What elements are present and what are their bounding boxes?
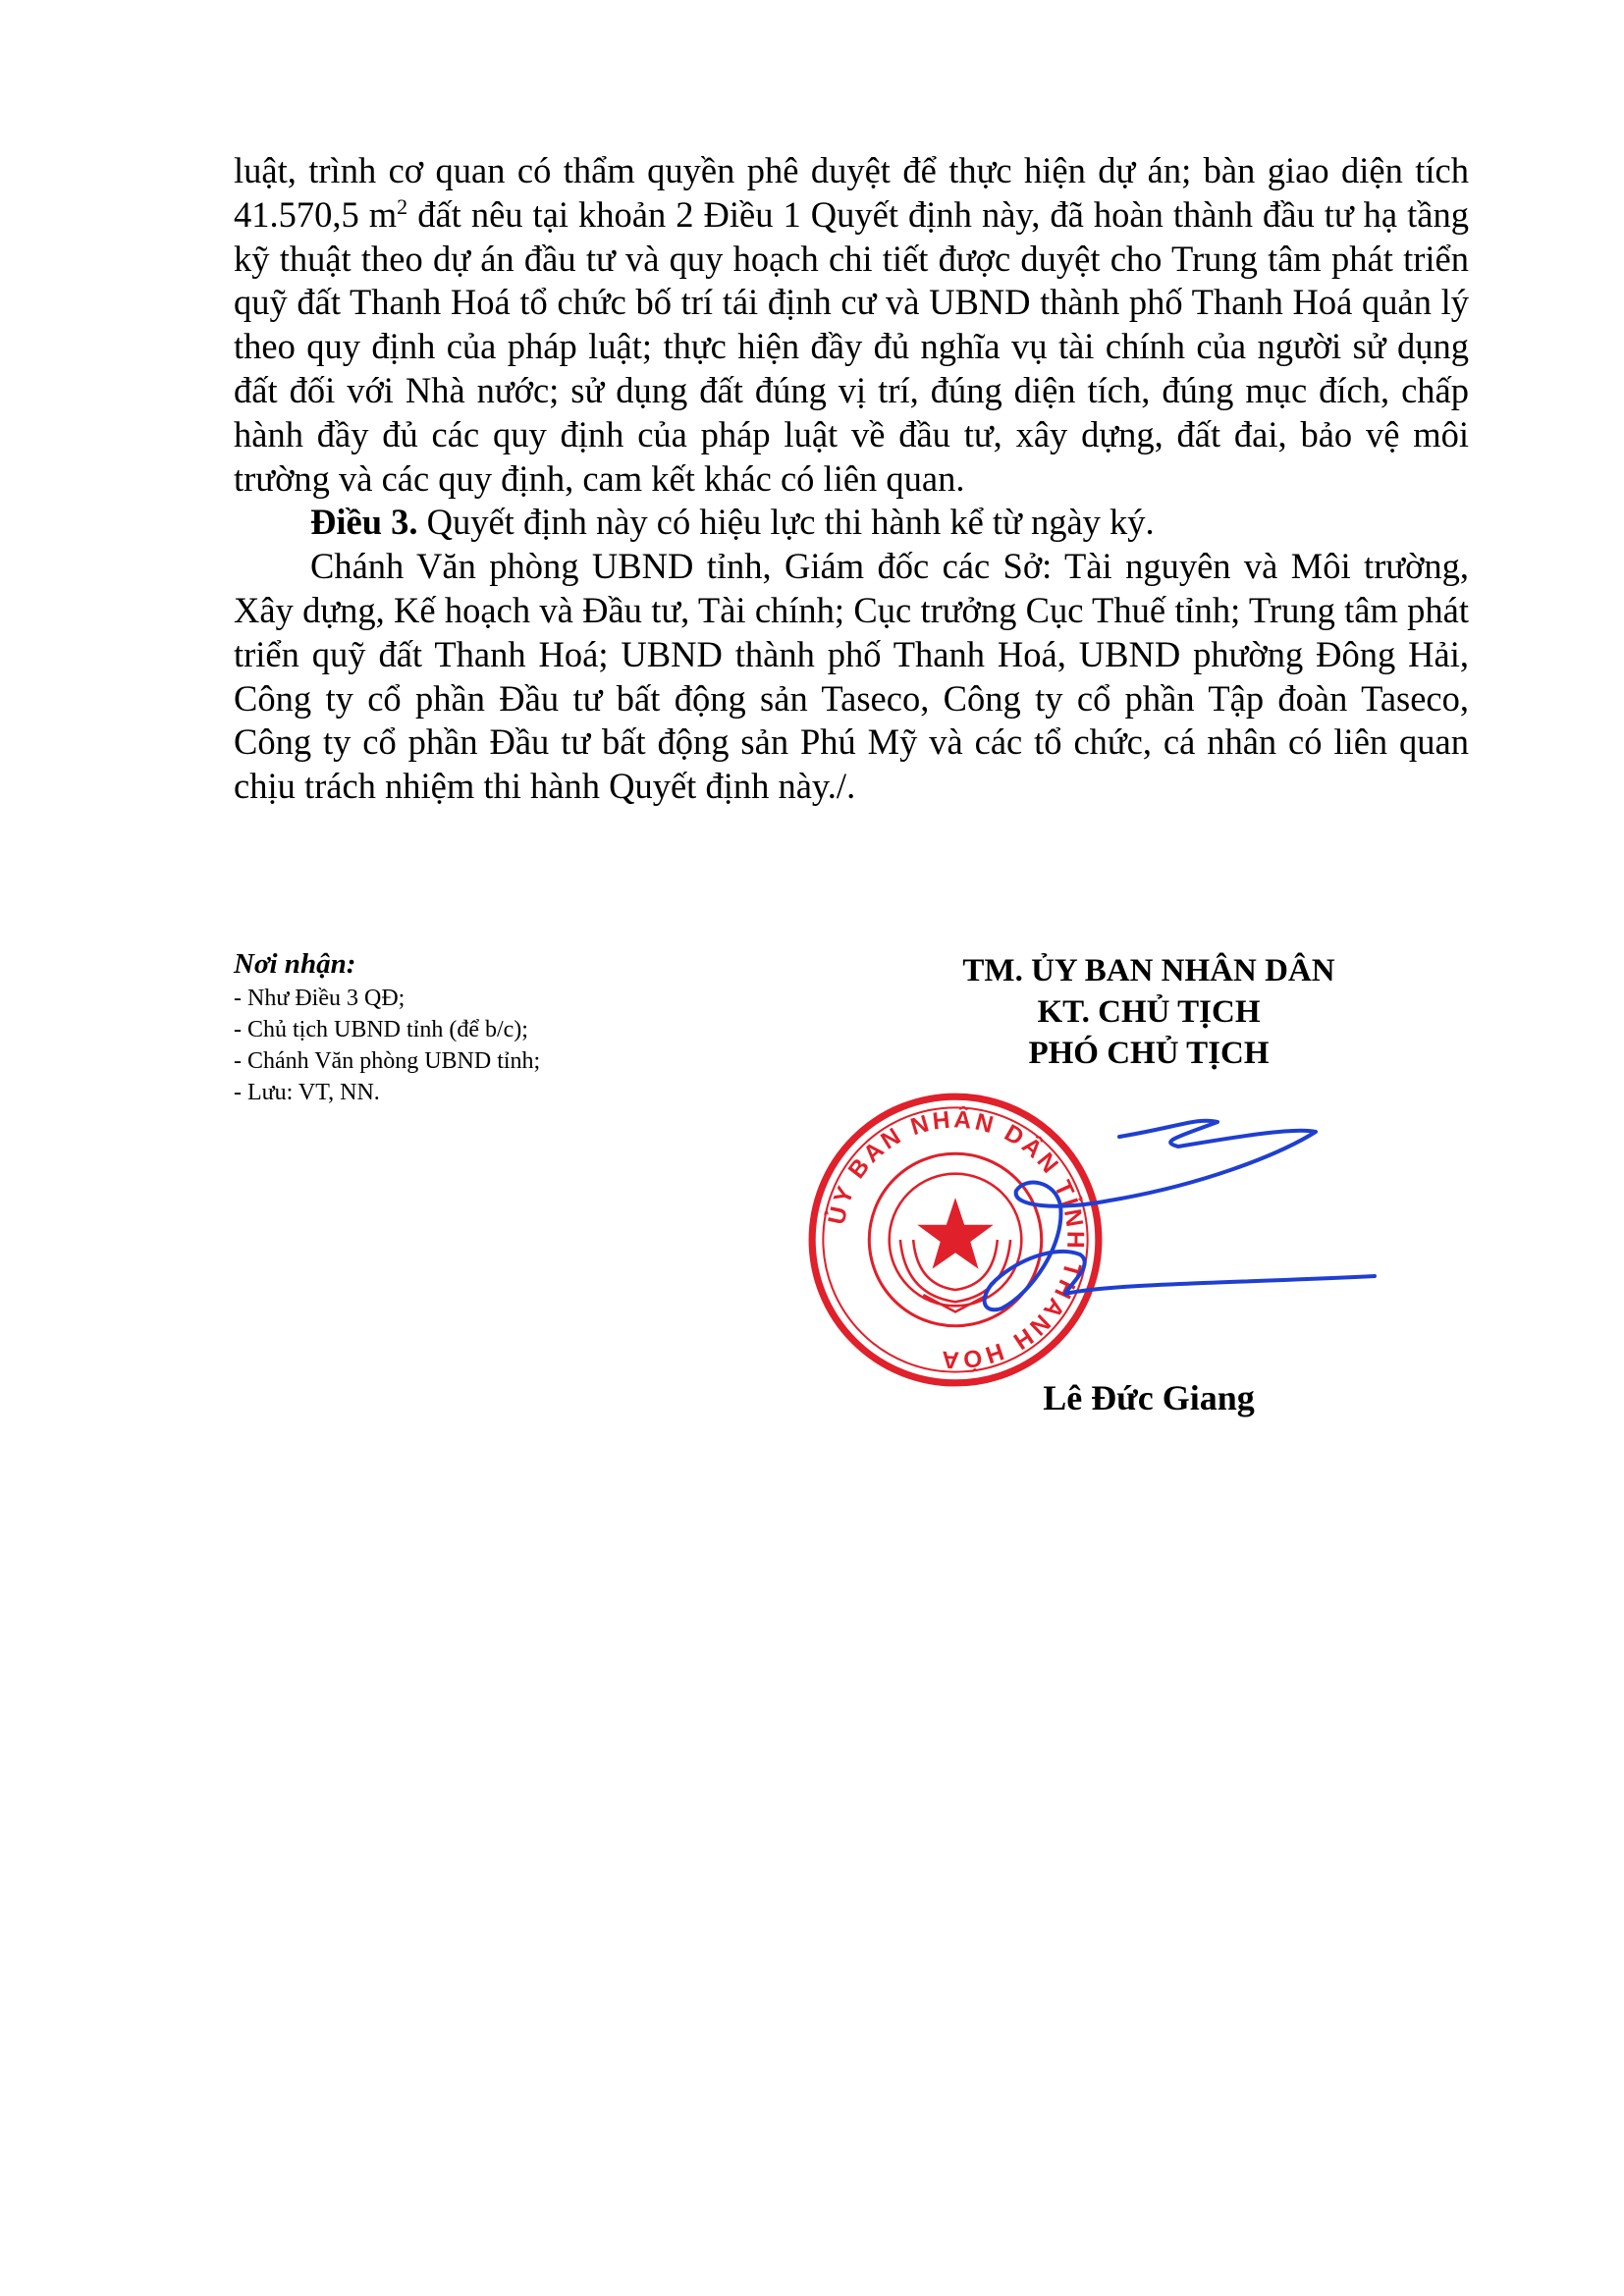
paragraph-obligations bbox=[234, 149, 1469, 501]
signer-block bbox=[884, 950, 1414, 1074]
svg-text:ỦY BAN NHÂN DÂN TỈNH THANH HÓA: ỦY BAN NHÂN DÂN TỈNH THANH HÓA bbox=[823, 1106, 1089, 1373]
paragraph-responsibilities: Chánh Văn phòng UBND tỉnh, Giám đốc các Sở: Tài nguyên và Môi trường, Xây dựng, Kế hoạch và Đầu tư, Tài chính; Cục trưởng Cục Thuế tỉnh; Trung tâm phát triển quỹ đất Thanh Hoá; UBND thành phố Thanh Hoá, UBND phường Đông Hải, Công ty cổ phần Đầu tư bất động sản Taseco, Công ty cổ phần Tập đoàn Taseco, Công ty cổ phần Đầu tư bất động sản Phú Mỹ và các tổ chức, cá nhân có liên quan chịu trách nhiệm thi hành Quyết định này./. bbox=[234, 546, 1469, 807]
signer-on-behalf: KT. CHỦ TỊCH bbox=[1037, 994, 1261, 1030]
recipients-title: Nơi nhận: bbox=[234, 948, 356, 980]
signer-title: PHÓ CHỦ TỊCH bbox=[1028, 1036, 1270, 1071]
recipients-list bbox=[234, 983, 744, 1108]
recipients-block bbox=[234, 947, 744, 1108]
recipient-item: - Chánh Văn phòng UBND tỉnh; bbox=[234, 1048, 541, 1074]
area-unit-superscript: 2 bbox=[397, 193, 408, 219]
paragraph-obligations-text-rest: đất nêu tại khoản 2 Điều 1 Quyết định này, đã hoàn thành đầu tư hạ tầng kỹ thuật theo dự án đầu tư và quy hoạch chi tiết được duyệt cho Trung tâm phát triển quỹ đất Thanh Hoá tổ chức bố trí tái định cư và UBND thành phố Thanh Hoá quản lý theo quy định của pháp luật; thực hiện đầy đủ nghĩa vụ tài chính của người sử dụng đất đối với Nhà nước; sử dụng đất đúng vị trí, đúng diện tích, đúng mục đích, chấp hành đầy đủ các quy định của pháp luật về đầu tư, xây dựng, đất đai, bảo vệ môi trường và các quy định, cam kết khác có liên quan. bbox=[234, 193, 1469, 499]
signer-authority: TM. ỦY BAN NHÂN DÂN bbox=[962, 953, 1335, 988]
recipient-item: - Chủ tịch UBND tỉnh (để b/c); bbox=[234, 1017, 528, 1042]
article-3-label: Điều 3. bbox=[310, 502, 418, 543]
handwritten-signature bbox=[884, 1097, 1394, 1343]
signer-name: Lê Đức Giang bbox=[1043, 1378, 1255, 1417]
paragraph-obligations-text: luật, trình cơ quan có thẩm quyền phê duyệt để thực hiện dự án; bàn giao diện tích 41.570,5 m bbox=[234, 150, 1469, 235]
recipient-item: - Lưu: VT, NN. bbox=[234, 1080, 380, 1105]
article-3 bbox=[234, 501, 1469, 545]
recipient-item: - Như Điều 3 QĐ; bbox=[234, 986, 406, 1011]
article-3-text: Quyết định này có hiệu lực thi hành kể từ ngày ký. bbox=[417, 502, 1155, 543]
decision-body bbox=[234, 149, 1469, 809]
